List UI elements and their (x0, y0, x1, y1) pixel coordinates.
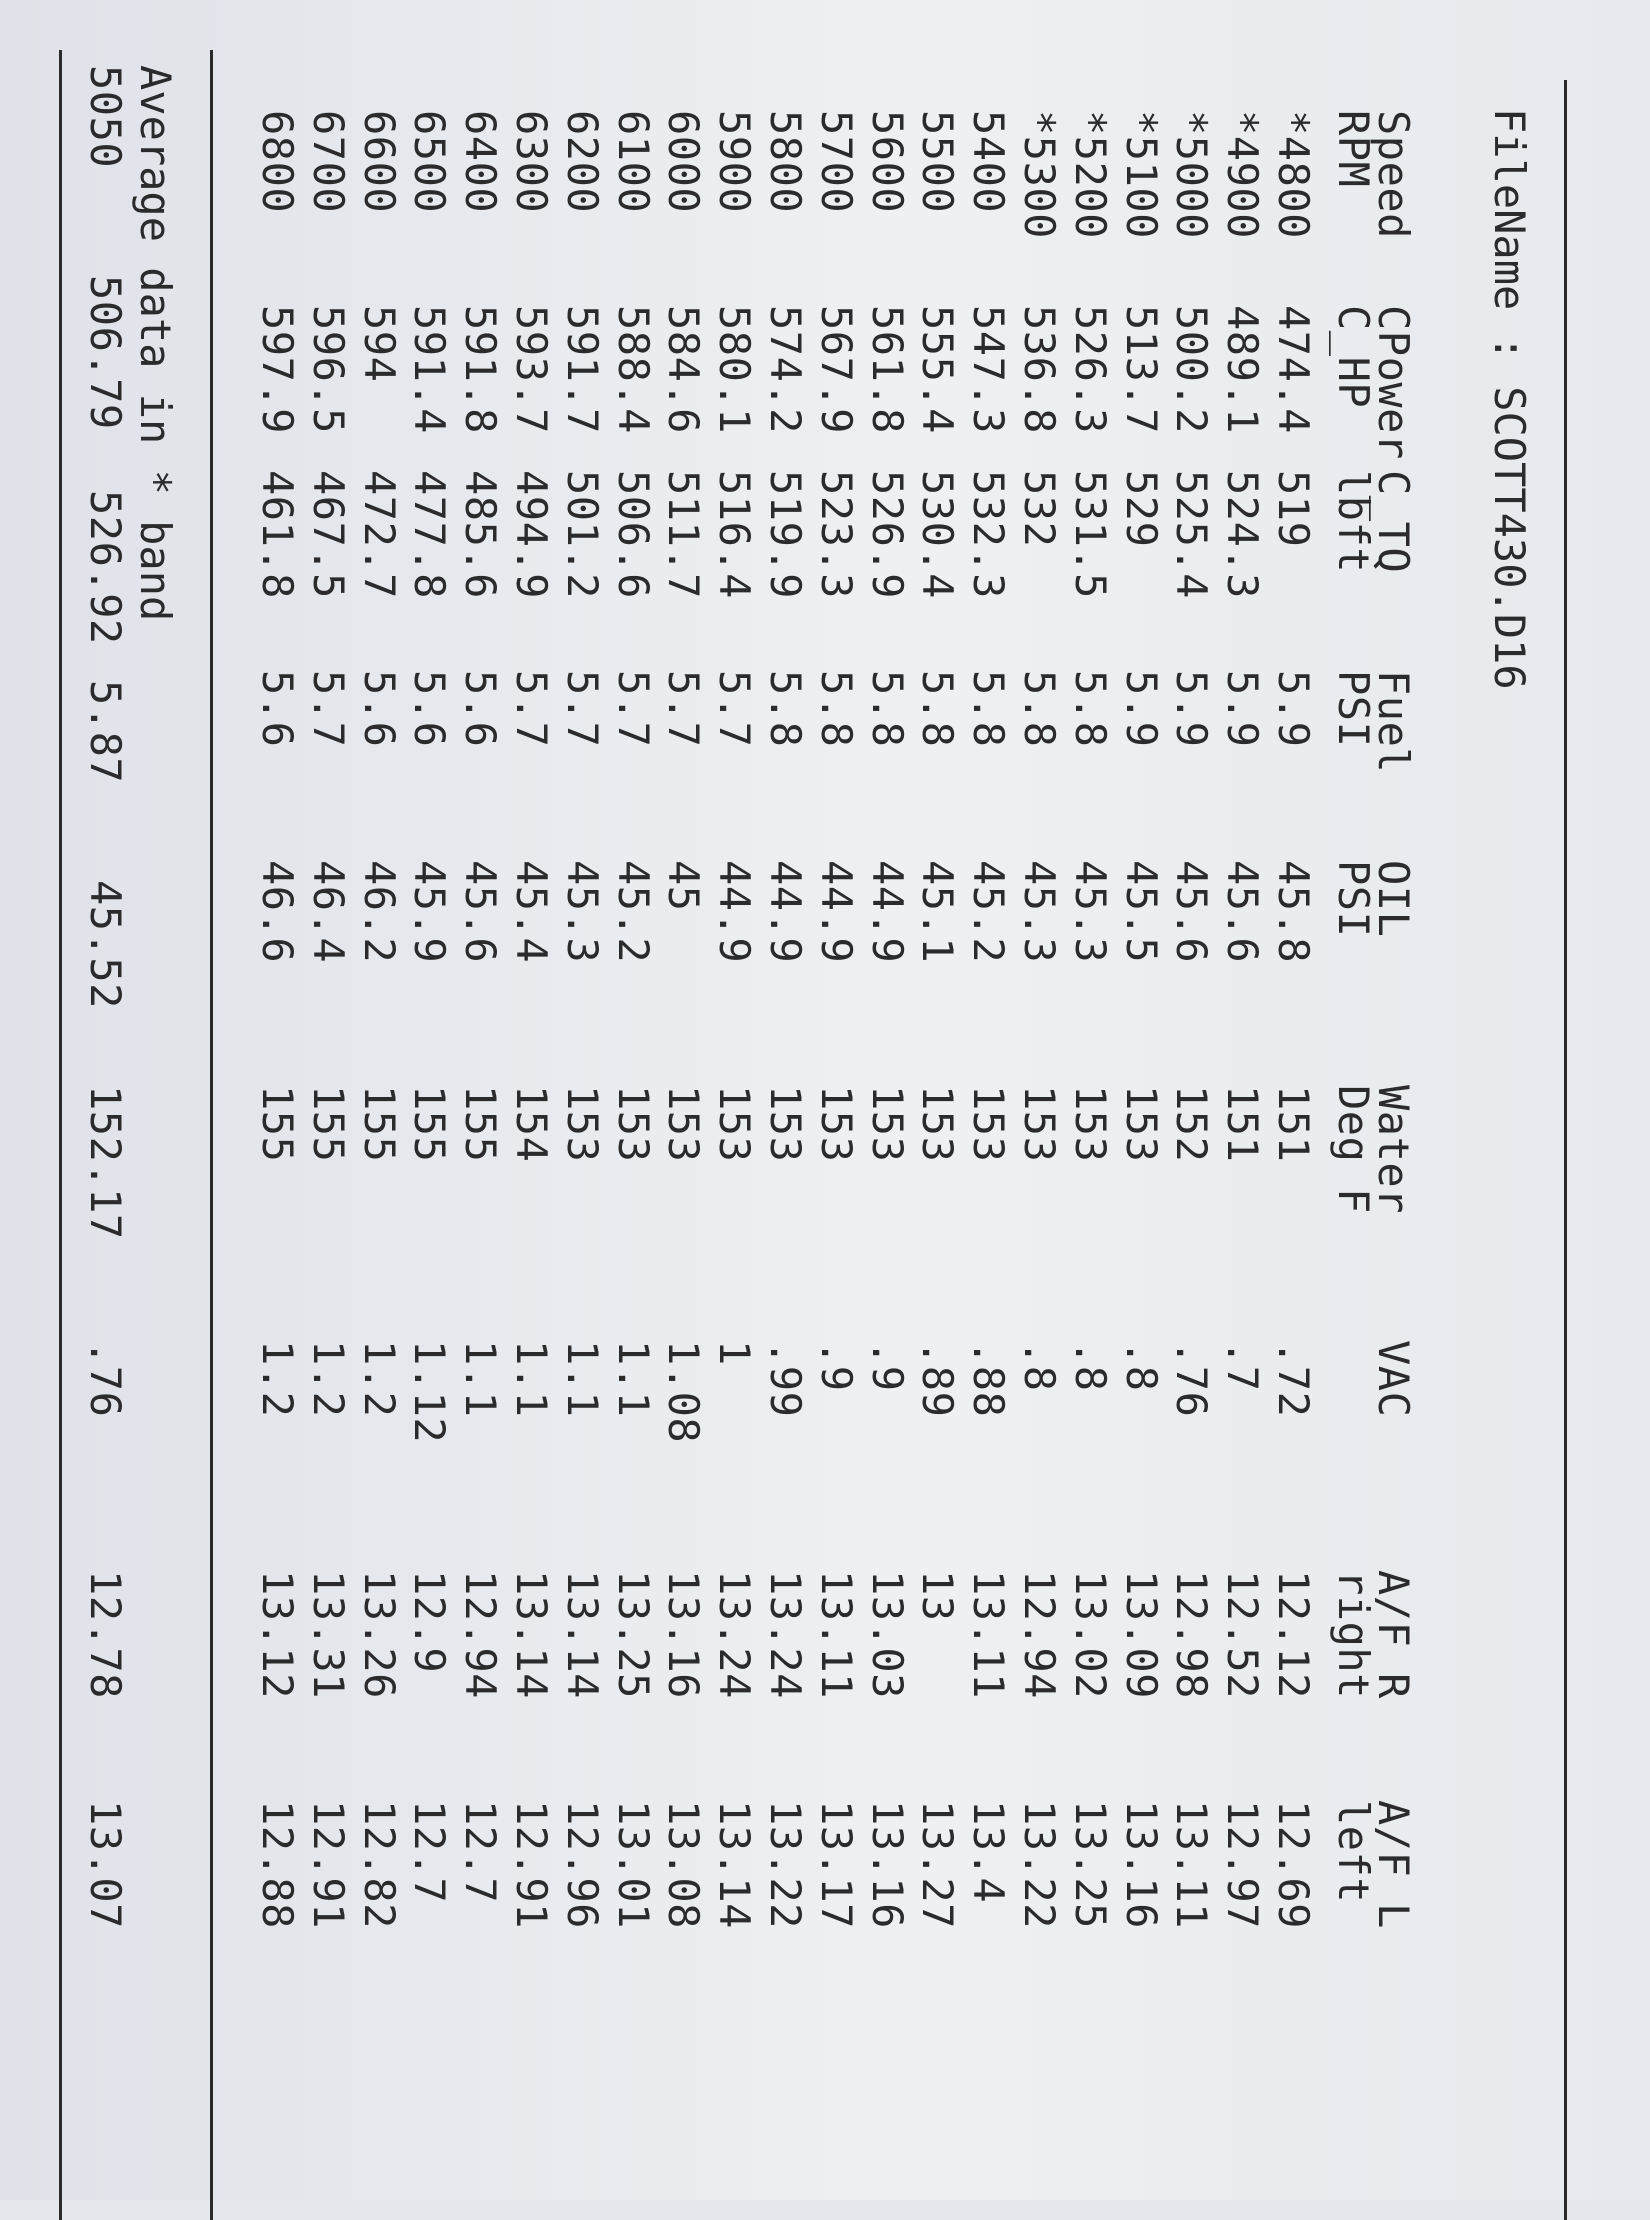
table-cell: 6000 (659, 110, 709, 214)
table-cell: 13 (913, 1570, 963, 1622)
table-cell: 547.3 (964, 305, 1014, 434)
table-cell: 5.8 (761, 670, 810, 748)
table-cell: 12.97 (1218, 1800, 1268, 1929)
table-cell: 1.08 (659, 1340, 709, 1444)
column-header: CPower (1369, 305, 1418, 460)
table-cell: 1.1 (507, 1340, 556, 1418)
table-cell: 524.3 (1218, 470, 1268, 599)
table-cell: 489.1 (1218, 305, 1268, 434)
table-cell: 526.9 (862, 470, 912, 599)
table-cell: 44.9 (811, 860, 861, 964)
column-header: RPM (1329, 110, 1378, 188)
table-cell: 45.3 (1065, 860, 1115, 964)
table-cell: 5.8 (1065, 670, 1115, 748)
table-cell: 5.8 (1015, 670, 1064, 748)
table-cell: 13.27 (913, 1800, 963, 1929)
table-cell: 5.6 (354, 670, 404, 748)
table-cell: 591.8 (456, 305, 506, 434)
column-header: Deg F (1329, 1085, 1378, 1214)
table-cell: 13.26 (354, 1570, 404, 1699)
average-value: .76 (81, 1340, 130, 1418)
table-cell: 531.5 (1065, 470, 1115, 599)
table-cell: 584.6 (659, 305, 709, 434)
table-cell: 45.5 (1116, 860, 1166, 964)
table-cell: 472.7 (354, 470, 404, 599)
table-cell: 13.14 (557, 1570, 607, 1699)
average-value: 12.78 (81, 1570, 130, 1699)
table-cell: 594 (354, 305, 404, 383)
table-cell: 153 (964, 1085, 1014, 1163)
column-header: PSI (1329, 670, 1378, 748)
table-cell: .8 (1116, 1340, 1166, 1392)
table-cell: 155 (405, 1085, 455, 1163)
table-cell: 5.7 (710, 670, 760, 748)
table-cell: 12.7 (456, 1800, 506, 1904)
table-cell: .99 (761, 1340, 810, 1418)
table-cell: 12.91 (303, 1800, 353, 1929)
table-cell: 525.4 (1167, 470, 1217, 599)
table-cell: 5600 (862, 110, 912, 214)
table-cell: 1 (710, 1340, 760, 1366)
table-cell: 153 (1065, 1085, 1115, 1163)
table-cell: 153 (557, 1085, 607, 1163)
table-cell: 45 (659, 860, 709, 912)
file-name-line (1486, 108, 1532, 690)
table-cell: 153 (659, 1085, 709, 1163)
table-cell: 13.16 (659, 1570, 709, 1699)
table-cell: 1.1 (557, 1340, 607, 1418)
column-header: PSI (1329, 860, 1378, 938)
table-cell: 1.12 (405, 1340, 455, 1444)
table-cell: 5.9 (1116, 670, 1166, 748)
table-cell: 12.52 (1218, 1570, 1268, 1699)
table-cell: 45.6 (456, 860, 506, 964)
table-cell: 5800 (761, 110, 810, 214)
table-cell: 526.3 (1065, 305, 1115, 434)
table-cell: .9 (811, 1340, 861, 1392)
table-cell: 12.96 (557, 1800, 607, 1929)
table-cell: *4800 (1269, 110, 1318, 239)
table-cell: 5.8 (811, 670, 861, 748)
table-cell: 5.9 (1167, 670, 1217, 748)
table-cell: 5.6 (405, 670, 455, 748)
table-cell: .72 (1269, 1340, 1318, 1418)
table-cell: 46.4 (303, 860, 353, 964)
table-cell: 6500 (405, 110, 455, 214)
column-header: VAC (1369, 1340, 1418, 1418)
table-cell: .8 (1065, 1340, 1115, 1392)
file-name-label: FileName (1485, 108, 1534, 311)
table-cell: 5.7 (303, 670, 353, 748)
column-header: Speed (1369, 110, 1418, 239)
table-cell: 5.6 (456, 670, 506, 748)
table-cell: 13.12 (253, 1570, 302, 1699)
table-cell: *5000 (1167, 110, 1217, 239)
table-cell: 5.7 (507, 670, 556, 748)
average-value: 45.52 (81, 880, 130, 1009)
table-cell: 5700 (811, 110, 861, 214)
table-cell: 12.69 (1269, 1800, 1318, 1929)
average-value: 506.79 (81, 275, 130, 430)
table-cell: 153 (913, 1085, 963, 1163)
average-value: 526.92 (81, 490, 130, 645)
column-header: OIL (1369, 860, 1418, 938)
column-header: Water (1369, 1085, 1418, 1214)
table-cell: *4900 (1218, 110, 1268, 239)
file-name-separator: : (1485, 335, 1534, 361)
table-cell: .89 (913, 1340, 963, 1418)
table-cell: 155 (354, 1085, 404, 1163)
table-cell: 12.94 (456, 1570, 506, 1699)
table-cell: 5.8 (964, 670, 1014, 748)
table-cell: 12.7 (405, 1800, 455, 1904)
table-cell: 5500 (913, 110, 963, 214)
table-cell: 13.14 (507, 1570, 556, 1699)
table-cell: .8 (1015, 1340, 1064, 1392)
table-cell: 151 (1269, 1085, 1318, 1163)
column-header: right (1329, 1570, 1378, 1699)
table-cell: 506.6 (608, 470, 658, 599)
table-cell: 6700 (303, 110, 353, 214)
bottom-rule (59, 50, 62, 2220)
table-cell: 1.1 (456, 1340, 506, 1418)
table-cell: 12.82 (354, 1800, 404, 1929)
table-cell: 561.8 (862, 305, 912, 434)
table-cell: 45.2 (964, 860, 1014, 964)
table-cell: 153 (1015, 1085, 1064, 1163)
table-cell: 154 (507, 1085, 556, 1163)
table-cell: 45.3 (1015, 860, 1064, 964)
table-cell: 536.8 (1015, 305, 1064, 434)
table-cell: 13.02 (1065, 1570, 1115, 1699)
table-cell: 461.8 (253, 470, 302, 599)
table-cell: 485.6 (456, 470, 506, 599)
table-cell: 153 (608, 1085, 658, 1163)
table-cell: 5.7 (659, 670, 709, 748)
table-cell: 6100 (608, 110, 658, 214)
table-cell: 45.4 (507, 860, 556, 964)
table-cell: 501.2 (557, 470, 607, 599)
table-cell: 5.8 (913, 670, 963, 748)
column-header: A/F R (1369, 1570, 1418, 1699)
table-cell: 467.5 (303, 470, 353, 599)
table-cell: 13.16 (862, 1800, 912, 1929)
table-cell: 45.8 (1269, 860, 1318, 964)
table-cell: 45.6 (1218, 860, 1268, 964)
table-cell: 5.6 (253, 670, 302, 748)
table-cell: 13.17 (811, 1800, 861, 1929)
table-cell: 13.09 (1116, 1570, 1166, 1699)
table-cell: 532.3 (964, 470, 1014, 599)
table-cell: 519 (1269, 470, 1318, 548)
table-cell: 45.1 (913, 860, 963, 964)
table-cell: 5.9 (1269, 670, 1318, 748)
column-header: C_HP (1329, 305, 1378, 409)
table-cell: 13.25 (608, 1570, 658, 1699)
average-value: 152.17 (81, 1085, 130, 1240)
table-cell: 13.01 (608, 1800, 658, 1929)
table-cell: 153 (1116, 1085, 1166, 1163)
table-cell: 516.4 (710, 470, 760, 599)
table-cell: 13.14 (710, 1800, 760, 1929)
column-header: Fuel (1369, 670, 1418, 774)
table-cell: .9 (862, 1340, 912, 1392)
table-cell: 593.7 (507, 305, 556, 434)
table-cell: 596.5 (303, 305, 353, 434)
table-cell: 45.9 (405, 860, 455, 964)
table-cell: 45.2 (608, 860, 658, 964)
table-cell: 153 (862, 1085, 912, 1163)
table-cell: 529 (1116, 470, 1166, 548)
table-cell: 46.2 (354, 860, 404, 964)
average-value: 5.87 (81, 680, 130, 784)
table-cell: 13.22 (761, 1800, 810, 1929)
table-cell: 500.2 (1167, 305, 1217, 434)
table-cell: 13.22 (1015, 1800, 1064, 1929)
table-cell: 12.9 (405, 1570, 455, 1674)
table-cell: 12.94 (1015, 1570, 1064, 1699)
table-cell: .7 (1218, 1340, 1268, 1392)
table-cell: 13.08 (659, 1800, 709, 1929)
table-cell: 574.2 (761, 305, 810, 434)
column-header: A/F L (1369, 1800, 1418, 1929)
table-cell: 12.88 (253, 1800, 302, 1929)
table-cell: 153 (710, 1085, 760, 1163)
table-cell: 5.7 (608, 670, 658, 748)
table-cell: 155 (303, 1085, 353, 1163)
table-cell: 44.9 (862, 860, 912, 964)
average-separator-rule (210, 50, 213, 2220)
table-cell: 5.8 (862, 670, 912, 748)
table-cell: 6800 (253, 110, 302, 214)
table-cell: 13.11 (1167, 1800, 1217, 1929)
table-cell: 5400 (964, 110, 1014, 214)
table-cell: 13.11 (811, 1570, 861, 1699)
table-cell: 6400 (456, 110, 506, 214)
average-value: 13.07 (81, 1800, 130, 1929)
table-cell: 46.6 (253, 860, 302, 964)
table-cell: 597.9 (253, 305, 302, 434)
table-cell: *5100 (1116, 110, 1166, 239)
table-cell: 513.7 (1116, 305, 1166, 434)
table-cell: 45.3 (557, 860, 607, 964)
table-cell: 13.24 (761, 1570, 810, 1699)
table-cell: 152 (1167, 1085, 1217, 1163)
table-cell: .76 (1167, 1340, 1217, 1418)
table-cell: 44.9 (710, 860, 760, 964)
table-cell: 555.4 (913, 305, 963, 434)
table-cell: 5900 (710, 110, 760, 214)
table-cell: 13.4 (964, 1800, 1014, 1904)
table-cell: 6600 (354, 110, 404, 214)
table-cell: 591.7 (557, 305, 607, 434)
table-cell: 13.16 (1116, 1800, 1166, 1929)
table-cell: 580.1 (710, 305, 760, 434)
table-cell: 530.4 (913, 470, 963, 599)
table-cell: 13.31 (303, 1570, 353, 1699)
table-cell: 5.9 (1218, 670, 1268, 748)
table-cell: 523.3 (811, 470, 861, 599)
table-cell: 13.11 (964, 1570, 1014, 1699)
table-cell: 1.1 (608, 1340, 658, 1418)
table-cell: 12.91 (507, 1800, 556, 1929)
table-cell: 5.7 (557, 670, 607, 748)
table-cell: 153 (811, 1085, 861, 1163)
column-header: C_TQ (1369, 470, 1418, 574)
table-cell: 6300 (507, 110, 556, 214)
table-cell: 1.2 (354, 1340, 404, 1418)
column-header: lbft (1329, 470, 1378, 574)
table-cell: 45.6 (1167, 860, 1217, 964)
table-cell: 519.9 (761, 470, 810, 599)
table-cell: 155 (456, 1085, 506, 1163)
table-cell: 12.98 (1167, 1570, 1217, 1699)
table-cell: 567.9 (811, 305, 861, 434)
table-cell: 12.12 (1269, 1570, 1318, 1699)
table-cell: 474.4 (1269, 305, 1318, 434)
table-cell: 1.2 (253, 1340, 302, 1418)
average-label: Average data in * band (131, 65, 180, 622)
column-header: left (1329, 1800, 1378, 1904)
table-cell: 591.4 (405, 305, 455, 434)
table-cell: 13.24 (710, 1570, 760, 1699)
top-rule (1564, 80, 1567, 2220)
table-cell: 532 (1015, 470, 1064, 548)
table-cell: *5300 (1015, 110, 1064, 239)
file-name-value: SCOTT430.D16 (1485, 386, 1534, 690)
table-cell: 13.03 (862, 1570, 912, 1699)
table-cell: 153 (761, 1085, 810, 1163)
table-cell: 44.9 (761, 860, 810, 964)
table-cell: 13.25 (1065, 1800, 1115, 1929)
average-value: 5050 (81, 65, 130, 169)
table-cell: 588.4 (608, 305, 658, 434)
table-cell: *5200 (1065, 110, 1115, 239)
table-cell: 151 (1218, 1085, 1268, 1163)
table-cell: 6200 (557, 110, 607, 214)
table-cell: 494.9 (507, 470, 556, 599)
table-cell: 1.2 (303, 1340, 353, 1418)
table-cell: 511.7 (659, 470, 709, 599)
table-cell: 155 (253, 1085, 302, 1163)
table-cell: 477.8 (405, 470, 455, 599)
table-cell: .88 (964, 1340, 1014, 1418)
